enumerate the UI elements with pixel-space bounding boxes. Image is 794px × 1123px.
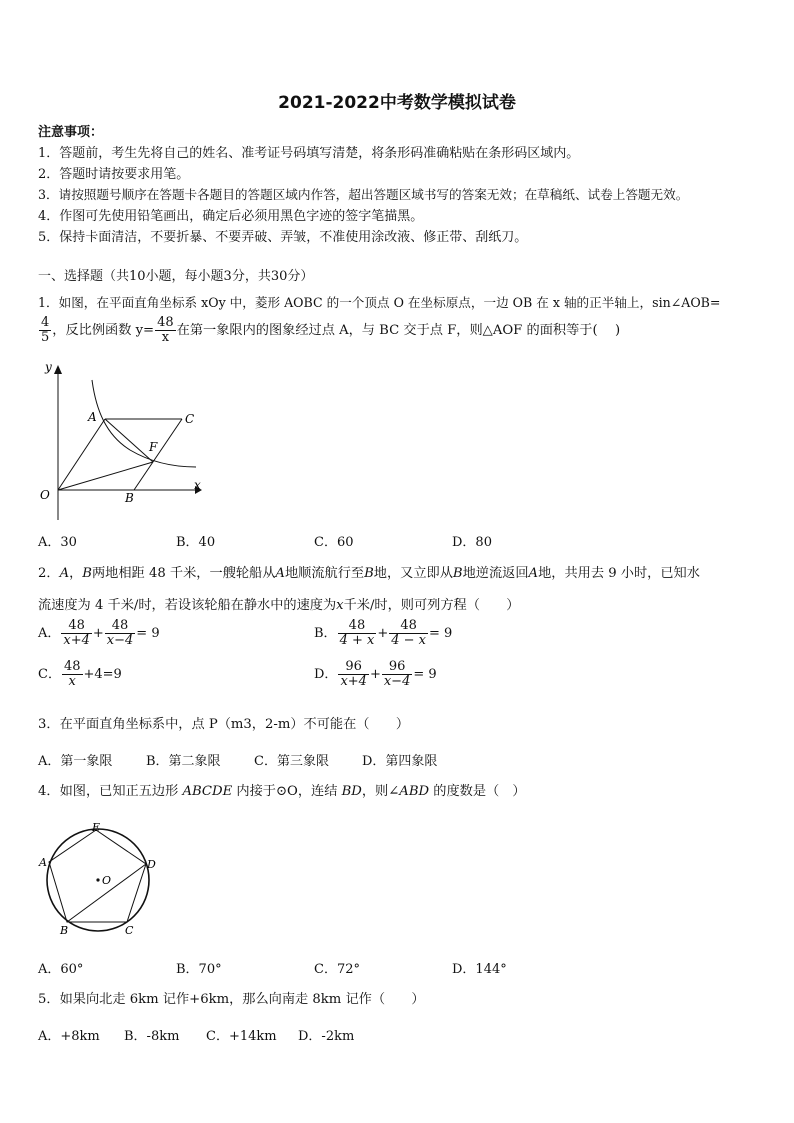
frac-den: 5 — [41, 330, 50, 345]
var: ABD — [399, 784, 430, 799]
label-A: A — [39, 856, 47, 869]
frac-num: 96 — [382, 660, 413, 675]
q2-option-b[interactable] — [314, 619, 452, 648]
q1-option-c[interactable]: C．60 — [314, 535, 354, 550]
equals: = 9 — [413, 667, 437, 682]
label-E: E — [92, 821, 101, 834]
label-O: O — [102, 874, 112, 887]
segment-BD — [67, 864, 146, 922]
q5-option-b[interactable]: B．-8km — [124, 1029, 180, 1044]
frac-den: x — [68, 674, 76, 689]
fraction — [389, 619, 428, 648]
q3-option-d[interactable]: D．第四象限 — [362, 754, 438, 769]
label-B: B — [125, 491, 134, 505]
option-label: A． — [38, 626, 61, 641]
frac-num: 4 — [41, 315, 50, 330]
var-A: A — [528, 566, 539, 581]
q1-fraction-sin — [39, 316, 51, 345]
q4-option-a[interactable]: A．60° — [38, 962, 84, 977]
q1-tail-text: 在第一象限内的图象经过点 A，与 BC 交于点 F，则△AOF 的面积等于( ) — [176, 323, 621, 338]
fraction — [61, 619, 92, 648]
q1-option-d[interactable]: D．80 — [452, 535, 492, 550]
plus: + — [92, 626, 104, 641]
var: ABCDE — [182, 784, 233, 799]
text: 的度数是（ ） — [429, 784, 526, 799]
frac-num: 96 — [338, 660, 369, 675]
var: BD — [341, 784, 362, 799]
page-title: 2021-2022中考数学模拟试卷 — [278, 93, 516, 113]
plus: + — [369, 667, 381, 682]
frac-den: x — [161, 330, 170, 345]
plus: + — [377, 626, 389, 641]
notice-item-1: 1．答题前，考生先将自己的姓名、准考证号码填写清楚，将条形码准确粘贴在条形码区域内。 — [38, 146, 580, 161]
q3-option-c[interactable]: C．第三象限 — [254, 754, 329, 769]
notice-heading: 注意事项： — [38, 125, 104, 140]
text: 千米/时，则可列方程（ ） — [343, 598, 520, 613]
var-x: x — [336, 598, 344, 613]
notice-item-3: 3．请按照题号顺序在答题卡各题目的答题区域内作答，超出答题区域书写的答案无效；在草稿纸、试卷上答题无效。 — [38, 187, 689, 202]
pentagon — [49, 830, 146, 922]
frac-den: x−4 — [383, 674, 411, 689]
text: 地，共用去 9 小时，已知水 — [538, 566, 700, 581]
label-C: C — [125, 924, 134, 937]
section-heading: 一、选择题（共10小题，每小题3分，共30分） — [38, 269, 314, 284]
notice-item-5: 5．保持卡面清洁，不要折暴、不要弄破、弄皱，不准使用涂改液、修正带、刮纸刀。 — [38, 230, 528, 245]
fraction — [338, 619, 377, 648]
q3-text: 3．在平面直角坐标系中，点 P（m3，2-m）不可能在（ ） — [38, 717, 410, 732]
segment-OF — [58, 462, 153, 490]
equals: = 9 — [429, 626, 453, 641]
q4-option-c[interactable]: C．72° — [314, 962, 360, 977]
label-F: F — [149, 440, 158, 454]
q2-line2 — [38, 594, 519, 613]
equals: = 9 — [136, 626, 160, 641]
q1-option-a[interactable]: A．30 — [38, 535, 77, 550]
frac-num: 48 — [157, 315, 174, 330]
q4-figure — [36, 818, 164, 938]
q2-option-c[interactable] — [38, 660, 122, 689]
notice-item-2: 2．答题时请按要求用笔。 — [38, 167, 190, 182]
q2-number: 2． — [38, 566, 60, 581]
notice-item-4: 4．作图可先使用铅笔画出，确定后必须用黑色字迹的签字笔描黑。 — [38, 209, 424, 224]
rest: +4=9 — [83, 667, 122, 682]
text: 地逆流返回 — [462, 566, 529, 581]
q4-option-d[interactable]: D．144° — [452, 962, 507, 977]
q1-fraction-func — [155, 316, 176, 345]
var-B: B — [364, 566, 374, 581]
q5-text: 5．如果向北走 6km 记作+6km，那么向南走 8km 记作（ ） — [38, 992, 425, 1007]
var-B: B — [82, 566, 92, 581]
fraction — [105, 619, 136, 648]
label-C: C — [185, 412, 195, 426]
frac-num: 48 — [389, 619, 428, 634]
option-label: B． — [314, 626, 337, 641]
var-B: B — [452, 566, 463, 581]
sep: ， — [69, 566, 83, 581]
frac-num: 48 — [61, 619, 92, 634]
text: 4．如图，已知正五边形 — [38, 784, 183, 799]
label-D: D — [147, 858, 156, 871]
text: ，则∠ — [361, 784, 400, 799]
q2-option-d[interactable] — [314, 660, 437, 689]
frac-num: 48 — [105, 619, 136, 634]
segment-AF — [105, 419, 153, 462]
q2-option-a[interactable] — [38, 619, 160, 648]
frac-den: x−4 — [106, 633, 134, 648]
frac-den: x+4 — [63, 633, 90, 648]
text: 两地相距 48 千米，一艘轮船从 — [92, 566, 276, 581]
q1-mid-text: ，反比例函数 y= — [52, 323, 155, 338]
option-label: D． — [314, 667, 338, 682]
q2-line1 — [38, 562, 700, 581]
text: 地顺流航行至 — [284, 566, 365, 581]
side-OA — [58, 419, 105, 490]
var-A: A — [59, 566, 70, 581]
label-O: O — [40, 488, 50, 502]
side-CB — [134, 419, 182, 490]
q5-option-a[interactable]: A．+8km — [38, 1029, 100, 1044]
q3-option-a[interactable]: A．第一象限 — [38, 754, 113, 769]
option-label: C． — [38, 667, 61, 682]
q1-line2 — [38, 316, 620, 345]
var-A: A — [275, 566, 285, 581]
center-dot — [96, 878, 99, 881]
frac-den: 4 − x — [391, 633, 426, 648]
frac-num: 48 — [338, 619, 377, 634]
q1-figure — [30, 355, 210, 525]
label-x: x — [194, 478, 201, 492]
q5-option-c[interactable]: C．+14km — [206, 1029, 277, 1044]
q3-option-b[interactable]: B．第二象限 — [146, 754, 221, 769]
y-axis-arrow — [54, 365, 62, 374]
frac-den: x+4 — [340, 674, 367, 689]
label-B: B — [60, 924, 69, 937]
fraction — [62, 660, 83, 689]
label-A: A — [88, 410, 97, 424]
q4-option-b[interactable]: B．70° — [176, 962, 222, 977]
q1-line1: 1．如图，在平面直角坐标系 xOy 中，菱形 AOBC 的一个顶点 O 在坐标原点，一边 OB 在 x 轴的正半轴上，sin∠AOB= — [38, 295, 721, 310]
fraction — [338, 660, 369, 689]
q5-option-d[interactable]: D．-2km — [298, 1029, 355, 1044]
fraction — [382, 660, 413, 689]
q1-option-b[interactable]: B．40 — [176, 535, 216, 550]
text: 地，又立即从 — [373, 566, 453, 581]
frac-den: 4 + x — [339, 633, 375, 648]
text: 流速度为 4 千米/时，若设该轮船在静水中的速度为 — [38, 598, 337, 613]
q4-text — [38, 780, 526, 799]
text: 内接于⊙O，连结 — [232, 784, 342, 799]
frac-num: 48 — [63, 659, 81, 674]
label-y: y — [45, 360, 52, 374]
